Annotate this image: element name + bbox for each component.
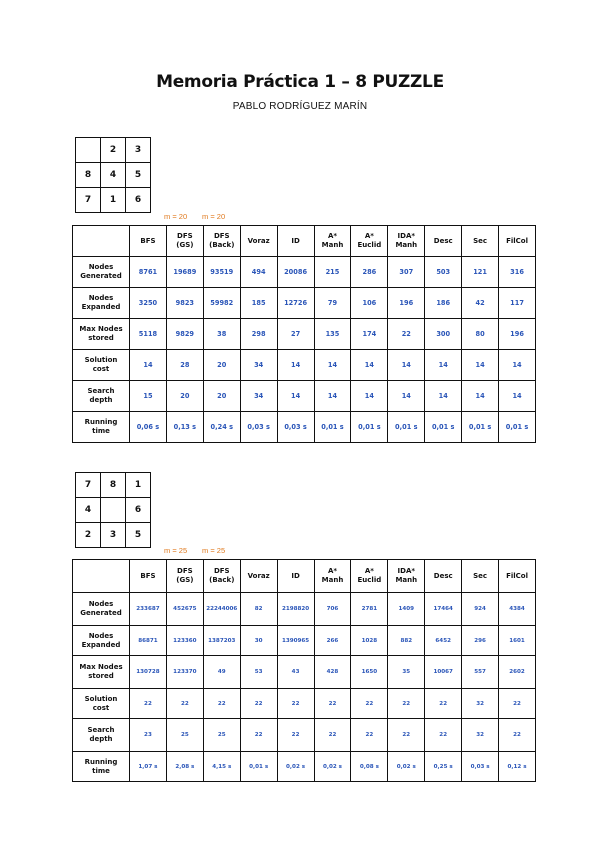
value-cell: 233687 (130, 593, 167, 626)
value-cell: 14 (130, 350, 167, 381)
value-cell: 296 (462, 626, 499, 656)
value-cell: 0,06 s (130, 412, 167, 443)
value-cell: 42 (462, 288, 499, 319)
column-header: A* Euclid (351, 226, 388, 257)
value-cell: 4,15 s (203, 752, 240, 782)
initial-state-grid (75, 137, 151, 213)
value-cell: 22 (166, 689, 203, 719)
table-row (73, 412, 536, 443)
value-cell: 1650 (351, 656, 388, 689)
puzzle-row (76, 163, 151, 188)
puzzle-tile: 3 (101, 523, 126, 548)
column-header: A* Manh (314, 226, 351, 257)
value-cell: 22 (130, 689, 167, 719)
column-header: DFS (GS) (166, 226, 203, 257)
value-cell: 0,01 s (314, 412, 351, 443)
value-cell: 59982 (203, 288, 240, 319)
limit-dfs-gs: m = 25 (164, 546, 188, 555)
results-table (72, 559, 536, 782)
table-row (73, 752, 536, 782)
value-cell: 924 (462, 593, 499, 626)
value-cell: 53 (240, 656, 277, 689)
value-cell: 38 (203, 319, 240, 350)
value-cell: 0,01 s (462, 412, 499, 443)
value-cell: 0,03 s (240, 412, 277, 443)
value-cell: 1409 (388, 593, 425, 626)
value-cell: 4384 (499, 593, 536, 626)
value-cell: 0,13 s (166, 412, 203, 443)
value-cell: 882 (388, 626, 425, 656)
table-row (73, 593, 536, 626)
puzzle-tile: 4 (76, 498, 101, 523)
value-cell: 22 (388, 319, 425, 350)
column-header: DFS (Back) (203, 226, 240, 257)
value-cell: 316 (499, 257, 536, 288)
column-header: FilCol (499, 226, 536, 257)
value-cell: 14 (277, 381, 314, 412)
value-cell: 185 (240, 288, 277, 319)
value-cell: 22 (499, 689, 536, 719)
column-header: ID (277, 560, 314, 593)
value-cell: 82 (240, 593, 277, 626)
puzzle-row (76, 498, 151, 523)
value-cell: 22 (314, 719, 351, 752)
value-cell: 0,03 s (277, 412, 314, 443)
row-label: Nodes Generated (73, 257, 130, 288)
value-cell: 79 (314, 288, 351, 319)
initial-state-grid (75, 472, 151, 548)
results-table (72, 225, 536, 443)
value-cell: 503 (425, 257, 462, 288)
value-cell: 32 (462, 689, 499, 719)
value-cell: 93519 (203, 257, 240, 288)
row-label: Solution cost (73, 689, 130, 719)
value-cell: 106 (351, 288, 388, 319)
row-label: Running time (73, 412, 130, 443)
value-cell: 8761 (130, 257, 167, 288)
value-cell: 428 (314, 656, 351, 689)
blank-tile (101, 498, 126, 523)
value-cell: 43 (277, 656, 314, 689)
column-header: A* Euclid (351, 560, 388, 593)
value-cell: 19689 (166, 257, 203, 288)
row-label: Search depth (73, 381, 130, 412)
table-row (73, 288, 536, 319)
depth-limits (0, 212, 600, 224)
value-cell: 121 (462, 257, 499, 288)
puzzle-tile: 8 (101, 473, 126, 498)
puzzle-row (76, 473, 151, 498)
puzzle-tile: 7 (76, 188, 101, 213)
value-cell: 22 (351, 689, 388, 719)
value-cell: 14 (351, 350, 388, 381)
header-row (73, 226, 536, 257)
value-cell: 14 (462, 350, 499, 381)
value-cell: 196 (388, 288, 425, 319)
value-cell: 12726 (277, 288, 314, 319)
value-cell: 1028 (351, 626, 388, 656)
value-cell: 494 (240, 257, 277, 288)
value-cell: 0,08 s (351, 752, 388, 782)
value-cell: 80 (462, 319, 499, 350)
value-cell: 0,03 s (462, 752, 499, 782)
value-cell: 14 (351, 381, 388, 412)
value-cell: 34 (240, 381, 277, 412)
row-label: Solution cost (73, 350, 130, 381)
column-header: DFS (GS) (166, 560, 203, 593)
value-cell: 298 (240, 319, 277, 350)
value-cell: 9823 (166, 288, 203, 319)
table-row (73, 719, 536, 752)
value-cell: 1387203 (203, 626, 240, 656)
value-cell: 22 (314, 689, 351, 719)
row-label: Running time (73, 752, 130, 782)
value-cell: 117 (499, 288, 536, 319)
value-cell: 22 (499, 719, 536, 752)
value-cell: 6452 (425, 626, 462, 656)
column-header: A* Manh (314, 560, 351, 593)
value-cell: 452675 (166, 593, 203, 626)
table-row (73, 350, 536, 381)
value-cell: 300 (425, 319, 462, 350)
table-row (73, 381, 536, 412)
value-cell: 14 (425, 350, 462, 381)
column-header: BFS (130, 226, 167, 257)
puzzle-tile: 7 (76, 473, 101, 498)
value-cell: 0,01 s (351, 412, 388, 443)
value-cell: 2781 (351, 593, 388, 626)
value-cell: 1601 (499, 626, 536, 656)
column-header: Voraz (240, 226, 277, 257)
value-cell: 0,01 s (425, 412, 462, 443)
value-cell: 20086 (277, 257, 314, 288)
puzzle-tile: 3 (126, 138, 151, 163)
puzzle-tile: 5 (126, 523, 151, 548)
value-cell: 30 (240, 626, 277, 656)
puzzle-tile: 8 (76, 163, 101, 188)
corner-cell (73, 560, 130, 593)
value-cell: 32 (462, 719, 499, 752)
value-cell: 0,12 s (499, 752, 536, 782)
value-cell: 10067 (425, 656, 462, 689)
row-label: Max Nodes stored (73, 656, 130, 689)
value-cell: 23 (130, 719, 167, 752)
value-cell: 0,02 s (388, 752, 425, 782)
value-cell: 2,08 s (166, 752, 203, 782)
document-title: Memoria Práctica 1 – 8 PUZZLE (156, 72, 444, 92)
column-header: DFS (Back) (203, 560, 240, 593)
value-cell: 123360 (166, 626, 203, 656)
depth-limits (0, 546, 600, 558)
value-cell: 286 (351, 257, 388, 288)
column-header: IDA* Manh (388, 560, 425, 593)
value-cell: 14 (499, 381, 536, 412)
value-cell: 25 (166, 719, 203, 752)
corner-cell (73, 226, 130, 257)
table-row (73, 257, 536, 288)
row-label: Nodes Generated (73, 593, 130, 626)
value-cell: 215 (314, 257, 351, 288)
value-cell: 20 (203, 381, 240, 412)
column-header: Desc (425, 226, 462, 257)
value-cell: 1,07 s (130, 752, 167, 782)
header-row (73, 560, 536, 593)
value-cell: 14 (462, 381, 499, 412)
puzzle-row (76, 523, 151, 548)
limit-dfs-back: m = 25 (202, 546, 226, 555)
author-name: PABLO RODRÍGUEZ MARÍN (232, 101, 368, 112)
value-cell: 14 (314, 381, 351, 412)
value-cell: 22244006 (203, 593, 240, 626)
value-cell: 17464 (425, 593, 462, 626)
value-cell: 123370 (166, 656, 203, 689)
value-cell: 0,25 s (425, 752, 462, 782)
puzzle-tile: 2 (101, 138, 126, 163)
value-cell: 14 (425, 381, 462, 412)
value-cell: 20 (166, 381, 203, 412)
value-cell: 9829 (166, 319, 203, 350)
row-label: Max Nodes stored (73, 319, 130, 350)
value-cell: 0,01 s (388, 412, 425, 443)
value-cell: 196 (499, 319, 536, 350)
value-cell: 35 (388, 656, 425, 689)
value-cell: 14 (388, 381, 425, 412)
column-header: FilCol (499, 560, 536, 593)
value-cell: 22 (277, 689, 314, 719)
value-cell: 5118 (130, 319, 167, 350)
row-label: Search depth (73, 719, 130, 752)
value-cell: 22 (351, 719, 388, 752)
table-row (73, 626, 536, 656)
limit-dfs-gs: m = 20 (164, 212, 188, 221)
value-cell: 0,01 s (499, 412, 536, 443)
puzzle-tile: 6 (126, 498, 151, 523)
value-cell: 706 (314, 593, 351, 626)
column-header: Sec (462, 226, 499, 257)
puzzle-row (76, 138, 151, 163)
column-header: BFS (130, 560, 167, 593)
value-cell: 20 (203, 350, 240, 381)
value-cell: 15 (130, 381, 167, 412)
value-cell: 0,01 s (240, 752, 277, 782)
value-cell: 266 (314, 626, 351, 656)
value-cell: 49 (203, 656, 240, 689)
puzzle-tile: 1 (101, 188, 126, 213)
value-cell: 22 (425, 719, 462, 752)
value-cell: 135 (314, 319, 351, 350)
puzzle-tile: 2 (76, 523, 101, 548)
column-header: Desc (425, 560, 462, 593)
value-cell: 34 (240, 350, 277, 381)
value-cell: 22 (277, 719, 314, 752)
value-cell: 28 (166, 350, 203, 381)
puzzle-tile: 6 (126, 188, 151, 213)
puzzle-row (76, 188, 151, 213)
column-header: Voraz (240, 560, 277, 593)
puzzle-tile: 5 (126, 163, 151, 188)
column-header: ID (277, 226, 314, 257)
value-cell: 174 (351, 319, 388, 350)
value-cell: 22 (240, 719, 277, 752)
value-cell: 0,02 s (277, 752, 314, 782)
puzzle-tile: 1 (126, 473, 151, 498)
table-row (73, 689, 536, 719)
value-cell: 0,24 s (203, 412, 240, 443)
value-cell: 186 (425, 288, 462, 319)
table-row (73, 319, 536, 350)
value-cell: 0,02 s (314, 752, 351, 782)
value-cell: 2602 (499, 656, 536, 689)
value-cell: 22 (388, 719, 425, 752)
value-cell: 130728 (130, 656, 167, 689)
row-label: Nodes Expanded (73, 626, 130, 656)
value-cell: 3250 (130, 288, 167, 319)
value-cell: 22 (425, 689, 462, 719)
row-label: Nodes Expanded (73, 288, 130, 319)
column-header: IDA* Manh (388, 226, 425, 257)
column-header: Sec (462, 560, 499, 593)
value-cell: 1390965 (277, 626, 314, 656)
value-cell: 14 (388, 350, 425, 381)
value-cell: 2198820 (277, 593, 314, 626)
puzzle-tile: 4 (101, 163, 126, 188)
value-cell: 307 (388, 257, 425, 288)
value-cell: 22 (203, 689, 240, 719)
value-cell: 14 (314, 350, 351, 381)
value-cell: 14 (499, 350, 536, 381)
limit-dfs-back: m = 20 (202, 212, 226, 221)
value-cell: 86871 (130, 626, 167, 656)
blank-tile (76, 138, 101, 163)
table-row (73, 656, 536, 689)
value-cell: 557 (462, 656, 499, 689)
value-cell: 25 (203, 719, 240, 752)
value-cell: 22 (240, 689, 277, 719)
value-cell: 22 (388, 689, 425, 719)
value-cell: 27 (277, 319, 314, 350)
value-cell: 14 (277, 350, 314, 381)
